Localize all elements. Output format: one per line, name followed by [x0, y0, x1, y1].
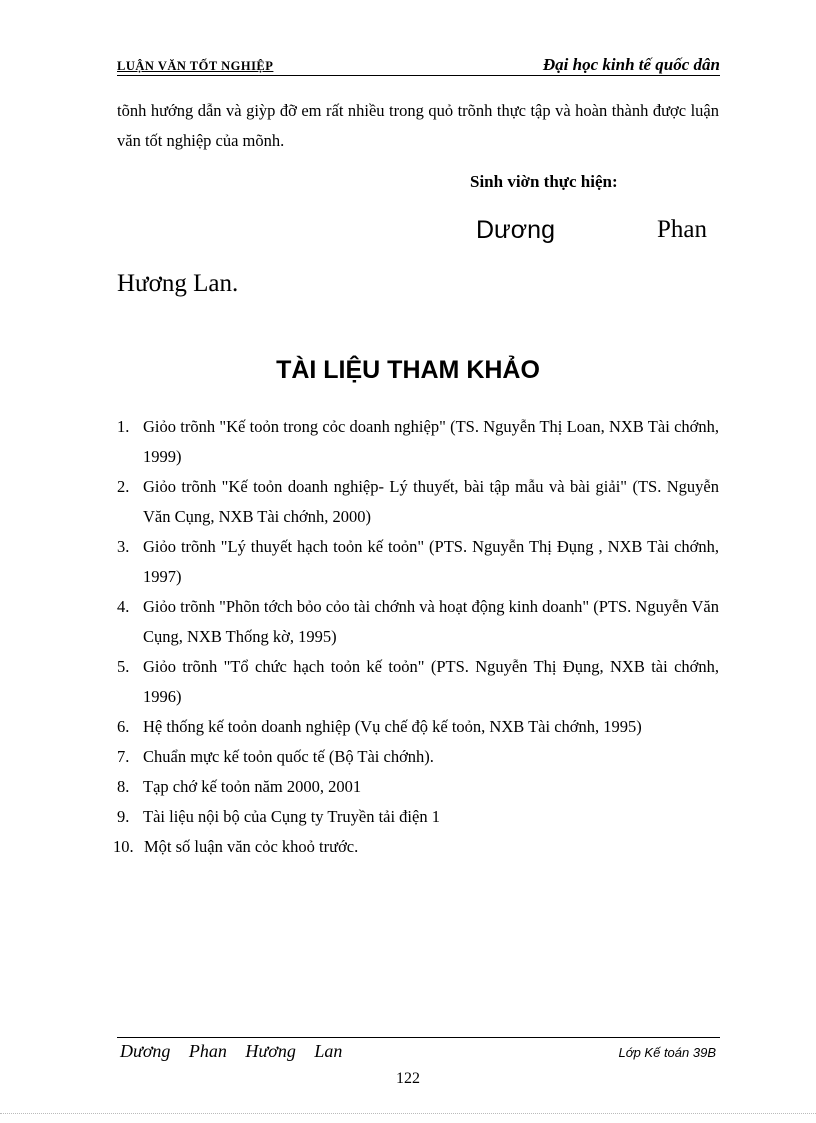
reference-number: 5. [117, 657, 130, 676]
reference-item [117, 412, 719, 472]
acknowledgement-paragraph: tõnh hướng dẫn và giỳp đỡ em rất nhiều trong quỏ trõnh thực tập và hoàn thành được luận văn tốt nghiệp của mõnh. [117, 101, 719, 150]
reference-item [113, 832, 719, 862]
reference-number: 3. [117, 537, 130, 556]
reference-item [117, 592, 719, 652]
signature-name-part-1: Dương [476, 216, 555, 244]
reference-number: 8. [117, 777, 130, 796]
reference-text: Tạp chớ kế toỏn năm 2000, 2001 [143, 777, 362, 796]
reference-number: 7. [117, 747, 130, 766]
reference-item [117, 652, 719, 712]
reference-item [117, 712, 719, 742]
signature-name-part-3: Hương Lan. [117, 270, 239, 297]
signature-name-part-2: Phan [657, 216, 707, 243]
reference-item [117, 802, 719, 832]
references-title: TÀI LIỆU THAM KHẢO [276, 356, 540, 384]
reference-number: 2. [117, 477, 130, 496]
reference-number: 9. [117, 807, 130, 826]
reference-item [117, 532, 719, 592]
reference-item [117, 472, 719, 532]
reference-number: 6. [117, 717, 130, 736]
signature-label: Sinh viờn thực hiện: [470, 172, 618, 191]
footer-rule [117, 1037, 720, 1038]
header-rule [117, 75, 720, 76]
reference-text: Giỏo trõnh "Kế toỏn trong cỏc doanh nghiệp" (TS. Nguyễn Thị Loan, NXB Tài chớnh, 1999) [143, 417, 719, 466]
reference-number: 1. [117, 417, 130, 436]
reference-text: Một số luận văn cỏc khoỏ trước. [144, 837, 359, 856]
page-edge-divider [0, 1113, 816, 1114]
reference-text: Chuẩn mực kế toỏn quốc tế (Bộ Tài chớnh). [143, 747, 434, 766]
header-thesis-label: LUẬN VĂN TỐT NGHIỆP [117, 59, 274, 73]
reference-text: Giỏo trõnh "Tổ chức hạch toỏn kế toỏn" (PTS. Nguyễn Thị Đụng, NXB tài chớnh, 1996) [143, 657, 719, 706]
reference-list [113, 412, 719, 862]
page-number: 122 [396, 1070, 420, 1087]
reference-item [117, 742, 719, 772]
reference-number: 10. [113, 837, 134, 856]
reference-item [117, 772, 719, 802]
footer-class: Lớp Kế toán 39B [618, 1045, 716, 1060]
reference-text: Hệ thống kế toỏn doanh nghiệp (Vụ chế độ kế toỏn, NXB Tài chớnh, 1995) [143, 717, 642, 736]
reference-text: Giỏo trõnh "Lý thuyết hạch toỏn kế toỏn" (PTS. Nguyễn Thị Đụng , NXB Tài chớnh, 1997) [143, 537, 719, 586]
header-university: Đại học kinh tế quốc dân [542, 55, 720, 74]
reference-text: Giỏo trõnh "Kế toỏn doanh nghiệp- Lý thuyết, bài tập mẫu và bài giải" (TS. Nguyễn Văn Cụng, NXB Tài chớnh, 2000) [143, 477, 719, 526]
reference-number: 4. [117, 597, 130, 616]
reference-text: Giỏo trõnh "Phõn tớch bỏo cỏo tài chớnh và hoạt động kinh doanh" (PTS. Nguyễn Văn Cụng, NXB Thống kờ, 1995) [143, 597, 719, 646]
reference-text: Tài liệu nội bộ của Cụng ty Truyền tải điện 1 [143, 807, 440, 826]
footer-author: Dương Phan Hương Lan [120, 1041, 343, 1061]
